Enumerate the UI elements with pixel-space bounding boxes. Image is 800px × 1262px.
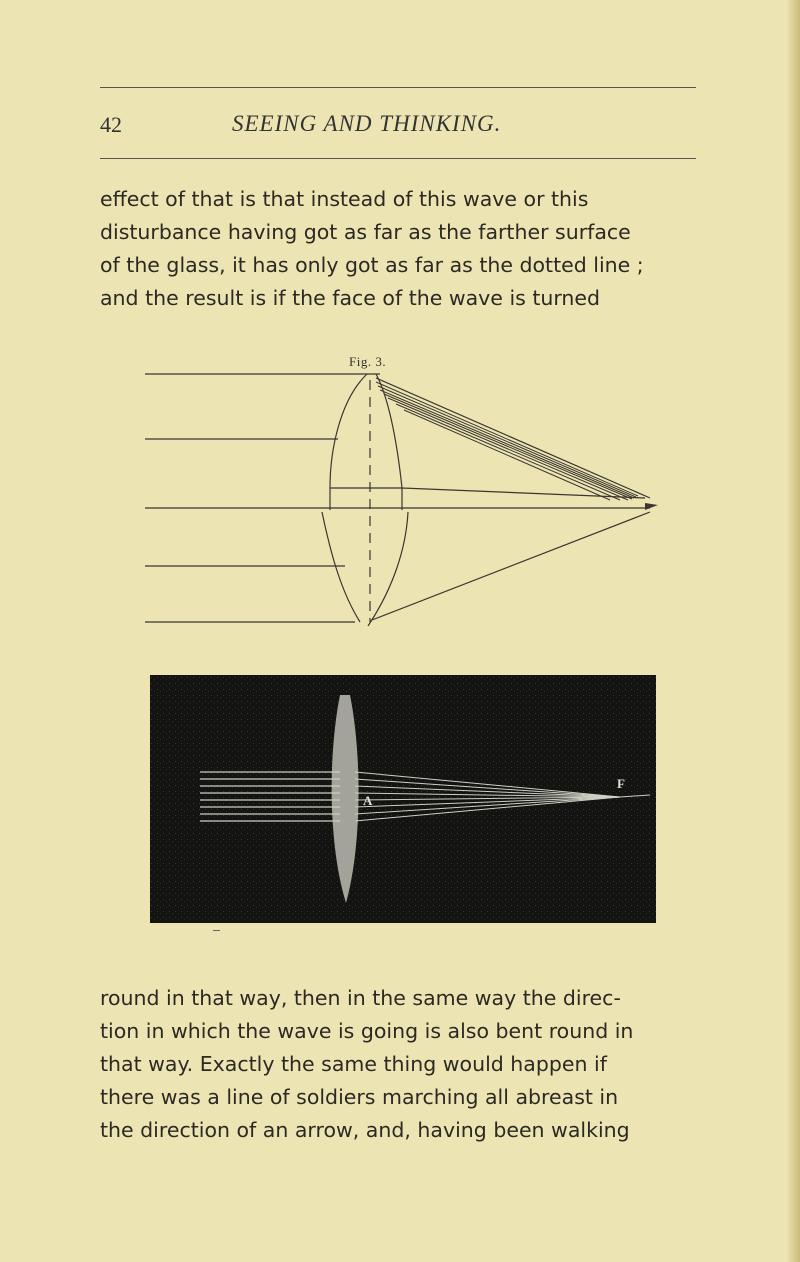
- lens-left-upper: [330, 374, 367, 510]
- figure-caption: Fig. 3.: [349, 354, 387, 369]
- arrow-head: [645, 503, 658, 510]
- stray-mark: [213, 930, 220, 931]
- label-f: F: [617, 776, 625, 791]
- page-number: 42: [100, 112, 122, 137]
- paragraph-bottom: [100, 982, 710, 1147]
- header-rule-bottom: [100, 158, 696, 159]
- text-line: round in that way, then in the same way the direc-: [100, 986, 621, 1010]
- refracted-ray: [376, 378, 650, 498]
- text-line: effect of that is that instead of this wave or this: [100, 187, 589, 211]
- label-a: A: [363, 793, 373, 808]
- text-line: disturbance having got as far as the farther surface: [100, 220, 631, 244]
- text-line: that way. Exactly the same thing would happen if: [100, 1052, 607, 1076]
- text-line: the direction of an arrow, and, having been walking: [100, 1118, 630, 1142]
- lens-photograph: [150, 675, 656, 923]
- header-rule-top: [100, 87, 696, 88]
- text-line: of the glass, it has only got as far as the dotted line ;: [100, 253, 644, 277]
- text-line: and the result is if the face of the wave is turned: [100, 286, 601, 310]
- text-line: tion in which the wave is going is also bent round in: [100, 1019, 634, 1043]
- page-edge-shadow: [786, 0, 800, 1262]
- running-title: SEEING AND THINKING.: [232, 111, 502, 136]
- lens-left-lower: [322, 512, 360, 622]
- refracted-ray: [372, 512, 650, 620]
- text-line: there was a line of soldiers marching all abreast in: [100, 1085, 619, 1109]
- lens-ray-diagram: [140, 370, 670, 635]
- paragraph-top: [100, 183, 710, 315]
